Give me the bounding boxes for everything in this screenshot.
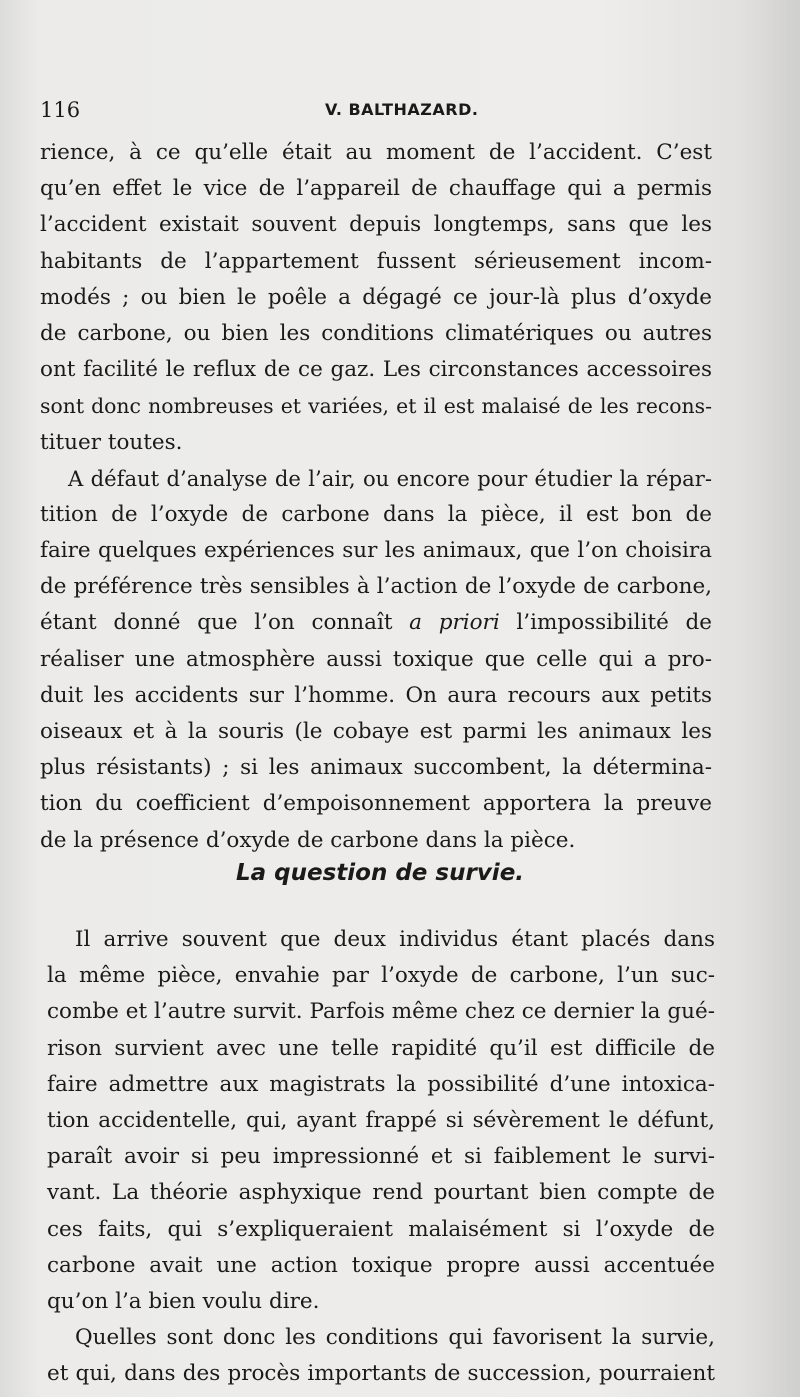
text-line: sont donc nombreuses et variées, et il est malaisé de les recons- <box>40 394 712 419</box>
body-text-top <box>40 135 712 859</box>
text-line: qu’on l’a bien voulu dire. <box>47 1288 320 1314</box>
text-line: faire admettre aux magistrats la possibilité d’une intoxica- <box>47 1071 715 1097</box>
text-line: de préférence très sensibles à l’action de l’oxyde de carbone, <box>40 574 712 600</box>
text-line: modés ; ou bien le poêle a dégagé ce jour-là plus d’oxyde <box>40 284 712 310</box>
text-line: plus résistants) ; si les animaux succombent, la détermina- <box>40 755 712 781</box>
text-line: paraît avoir si peu impressionné et si faiblement le survi- <box>47 1144 715 1170</box>
text-line: Il arrive souvent que deux individus étant placés dans <box>75 927 715 952</box>
text-line: et qui, dans des procès importants de succession, pourraient <box>47 1361 715 1387</box>
text-line: tion accidentelle, qui, ayant frappé si sévèrement le défunt, <box>47 1107 715 1133</box>
page-number: 116 <box>40 98 81 122</box>
text-line: de carbone, ou bien les conditions climatériques ou autres <box>40 320 712 346</box>
text-line: la même pièce, envahie par l’oxyde de carbone, l’un suc- <box>47 963 715 989</box>
text-line: rison survient avec une telle rapidité qu’il est difficile de <box>47 1035 715 1061</box>
text-line: carbone avait une action toxique propre aussi accentuée <box>47 1252 715 1278</box>
text-line: étant donné que l’on connaît a priori l’impossibilité de <box>40 610 712 636</box>
text-line: l’accident existait souvent depuis longtemps, sans que les <box>40 212 712 238</box>
section-title: La question de survie. <box>235 860 525 886</box>
text-line: combe et l’autre survit. Parfois même chez ce dernier la gué- <box>47 999 715 1025</box>
text-line: réaliser une atmosphère aussi toxique que celle qui a pro- <box>40 646 712 672</box>
body-text-bottom <box>47 922 715 1392</box>
running-head: V. BALTHAZARD. <box>325 100 479 119</box>
text-line: A défaut d’analyse de l’air, ou encore pour étudier la répar- <box>68 465 712 491</box>
text-line: vant. La théorie asphyxique rend pourtant bien compte de <box>47 1180 715 1206</box>
text-line: de la présence d’oxyde de carbone dans la pièce. <box>40 827 576 853</box>
text-line: rience, à ce qu’elle était au moment de l’accident. C’est <box>40 140 712 165</box>
page-header <box>40 98 720 128</box>
text-line: faire quelques expériences sur les animaux, que l’on choisira <box>40 538 712 564</box>
text-line: tituer toutes. <box>40 429 183 455</box>
text-line: qu’en effet le vice de l’appareil de chauffage qui a permis <box>40 176 712 202</box>
text-line: habitants de l’appartement fussent sérieusement incom- <box>40 248 712 274</box>
text-line: Quelles sont donc les conditions qui favorisent la survie, <box>75 1325 715 1351</box>
text-line: ont facilité le reflux de ce gaz. Les circonstances accessoires <box>40 357 712 383</box>
text-line: tion du coefficient d’empoisonnement apportera la preuve <box>40 791 712 817</box>
text-line: ces faits, qui s’expliqueraient malaisément si l’oxyde de <box>47 1216 715 1242</box>
text-line: tition de l’oxyde de carbone dans la pièce, il est bon de <box>40 501 712 527</box>
text-line: duit les accidents sur l’homme. On aura recours aux petits <box>40 682 712 708</box>
text-line: oiseaux et à la souris (le cobaye est parmi les animaux les <box>40 719 712 744</box>
